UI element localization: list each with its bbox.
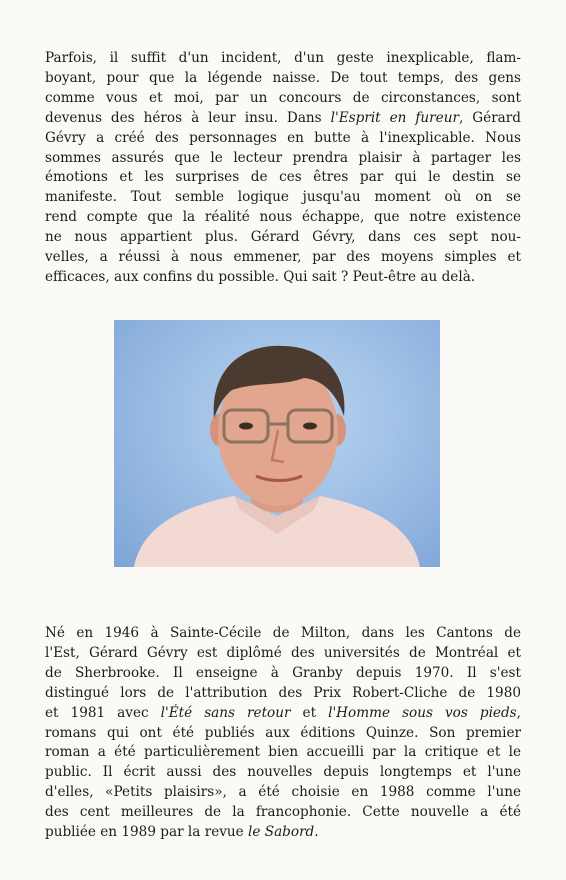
text-segment: des cent meilleures de la francophonie. Cette nouvelle a été	[45, 804, 521, 821]
text-line	[45, 823, 521, 843]
text-line	[45, 724, 521, 744]
text-segment: romans qui ont été publiés aux éditions Quinze. Son premier	[45, 724, 521, 741]
text-line	[45, 763, 521, 783]
text-segment: ,	[516, 704, 521, 721]
text-segment: Parfois, il suffit d'un incident, d'un geste inexplicable, flam-	[45, 50, 521, 66]
text-segment: , Gérard	[458, 109, 521, 126]
text-line	[45, 208, 521, 228]
text-line	[45, 624, 521, 644]
text-segment: comme vous et moi, par un concours de circonstances, sont	[45, 89, 521, 106]
author-biography	[45, 624, 521, 843]
text-segment: devenus des héros à leur insu. Dans	[45, 109, 331, 126]
text-line	[45, 664, 521, 684]
author-photo	[114, 320, 440, 567]
text-line	[45, 803, 521, 823]
text-segment: boyant, pour que la légende naisse. De tout temps, des gens	[45, 69, 521, 86]
text-line	[45, 684, 521, 704]
text-segment: public. Il écrit aussi des nouvelles depuis longtemps et l'une	[45, 764, 521, 781]
text-segment: de Sherbrooke. Il enseigne à Granby depuis 1970. Il s'est	[45, 664, 521, 681]
text-segment: Gévry a créé des personnages en butte à l'inexplicable. Nous	[45, 129, 521, 146]
italic-title: l'Homme sous vos pieds	[328, 704, 517, 721]
text-line	[45, 69, 521, 89]
text-segment: l'Est, Gérard Gévry est diplômé des universités de Montréal et	[45, 644, 521, 661]
text-line	[45, 168, 521, 188]
text-line	[45, 49, 521, 69]
text-segment: émotions et les surprises de ces êtres par qui le destin se	[45, 169, 521, 186]
text-line	[45, 268, 521, 288]
text-segment: et	[290, 704, 329, 721]
text-segment: ne nous appartient plus. Gérard Gévry, dans ces sept nou-	[45, 229, 521, 246]
text-segment: efficaces, aux confins du possible. Qui sait ? Peut-être au delà.	[45, 268, 476, 285]
text-segment: publiée en 1989 par la revue	[45, 824, 249, 841]
text-line	[45, 743, 521, 763]
text-segment: velles, a réussi à nous emmener, par des moyens simples et	[45, 249, 521, 266]
text-line	[45, 248, 521, 268]
text-segment: et 1981 avec	[45, 704, 161, 721]
publisher-blurb	[45, 49, 521, 288]
text-segment: d'elles, «Petits plaisirs», a été choisie en 1988 comme l'une	[45, 784, 521, 801]
author-portrait-icon	[114, 320, 440, 567]
italic-title: le Sabord	[248, 824, 315, 841]
text-line	[45, 109, 521, 129]
text-segment: manifeste. Tout semble logique jusqu'au moment où on se	[45, 189, 521, 206]
text-line	[45, 188, 521, 208]
text-segment: distingué lors de l'attribution des Prix Robert-Cliche de 1980	[45, 684, 521, 701]
italic-title: l'Été sans retour	[160, 704, 291, 721]
text-segment: rend compte que la réalité nous échappe, que notre existence	[45, 209, 521, 226]
text-line	[45, 704, 521, 724]
text-line	[45, 783, 521, 803]
italic-title: l'Esprit en fureur	[330, 109, 459, 126]
text-line	[45, 228, 521, 248]
text-line	[45, 644, 521, 664]
text-segment: Né en 1946 à Sainte-Cécile de Milton, dans les Cantons de	[45, 625, 521, 641]
text-line	[45, 149, 521, 169]
text-segment: sommes assurés que le lecteur prendra plaisir à partager les	[45, 149, 521, 166]
text-segment: .	[314, 824, 319, 841]
text-segment: roman a été particulièrement bien accueilli par la critique et le	[45, 744, 521, 761]
text-line	[45, 129, 521, 149]
text-line	[45, 89, 521, 109]
